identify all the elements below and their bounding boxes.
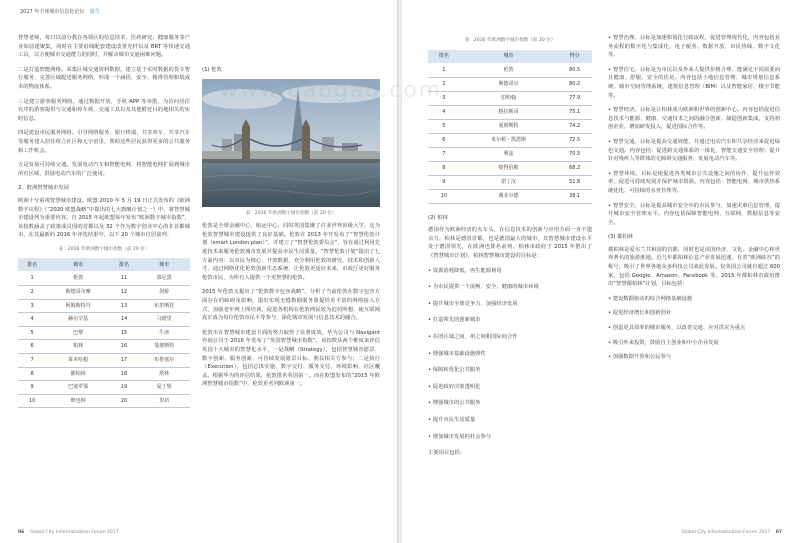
table-cell: 柏林 (46, 340, 110, 354)
column-header: 城市 (46, 258, 110, 272)
table-cell: 74.2 (557, 119, 592, 133)
paragraph: 伦敦是全球金融中心，航运中心，同时英国集聚了许多世界顶级大学，这为伦敦智慧城市建设提供了良好基础。伦敦在 2013 年开发布了“智慧伦敦计划（smart London plan）”，并建立了“智慧伦敦委员会”，旨在通过利用先进技术来服务伦敦城市发展并提高市民生活质量。“智慧伦敦计划”提出了七方面内容：以市民为核心、开放数据、充分利用伦敦的研究、技术和创新人才、通过网络优化伦敦创新生态系统，让伦敦更适应未来，市政厅更好服务伦敦市民，为所有人提供一个更智慧的伦敦。 (202, 223, 380, 281)
table-cell: 伦敦 (46, 272, 110, 286)
paragraph: 四是建设市民服务网络。引导网络服务、银行终端、共享单车、共享汽车等服务建入居住组立社区和元宇宙里，帮助这些居民获得更多的公共服务和工作机会。 (18, 130, 190, 154)
table-row (428, 77, 592, 91)
table-cell: 9 (428, 175, 460, 189)
list-item: • 提升城市全球竞争力，加强经济发展 (428, 300, 518, 307)
header-title: 2017 年全球城市信息化论坛 (20, 9, 85, 15)
table-cell: 80.5 (557, 63, 592, 77)
table-row (18, 286, 190, 300)
table-cell: 68.2 (557, 161, 592, 175)
table-cell: 曼彻斯特 (138, 340, 190, 354)
table-cell: 维也纳 (46, 394, 110, 408)
table-cell: 5 (428, 119, 460, 133)
table-cell: 布里斯托 (138, 299, 190, 313)
table-cell: 7 (428, 147, 460, 161)
footer-text: Global City Informatization Forum 2017 (681, 530, 771, 535)
table-cell: 14 (110, 313, 138, 327)
table-cell: 马德里 (138, 313, 190, 327)
footer-text: Global City Informatization Forum 2017 (29, 530, 119, 535)
header-subtitle: 报告 (89, 9, 100, 15)
table-cell: 剑桥 (138, 286, 190, 300)
uk-smart-city-index-table (428, 50, 592, 204)
table-cell: 慕尼黑 (138, 272, 190, 286)
table-row (428, 119, 592, 133)
table-row (18, 340, 190, 354)
paragraph: • 吸引外来投资，鼓励自主创业和中小企业发展 (608, 339, 719, 346)
table-cell: 70.5 (557, 147, 592, 161)
page-number: 07 (775, 530, 782, 535)
table-cell: 7 (18, 354, 46, 368)
table-cell: 11 (110, 272, 138, 286)
table-cell: 斯德哥尔摩 (46, 286, 110, 300)
table-cell: 10 (18, 394, 46, 408)
column-header: 排名 (110, 258, 138, 272)
watermark: www.baogao.com (220, 78, 443, 103)
table-cell: 80.2 (557, 77, 592, 91)
table-row (18, 394, 190, 408)
table-cell: 17 (110, 354, 138, 368)
paragraph: • 智慧安全。目标是提高城市安全中的市民参与，加速灾难信息管理，提升城市安全管理水平。内容包括保障智能电网、互联网、数据信息等安全。 (608, 202, 780, 226)
table-cell: 19 (110, 381, 138, 395)
paragraph: 伦敦市在智慧城市建设方面的努力取得了显著成效。华为公司与 Navigant 咨询公司于 2016 年发布了“英国智慧城市指数”，该指数从两个维度来评估英国十大城市的智慧化水平，一是战略（Strategy），包括智慧城市愿景、数字创新、服务创新、可持续发展愿景目标、利益相关方参与；二是执行（Execution），包括总体实施、数字交付、服务交付、环境影响、社区覆盖。根据华为的评估结果，伦敦排名英国第一。而在欧盟发布的“2015 年欧洲智慧城市指数”中，伦敦更名列欧洲第一。 (202, 329, 380, 388)
table-cell: 彼得伯勒 (460, 161, 558, 175)
right-footer (681, 530, 782, 535)
table-cell: 斯德哥尔 (460, 77, 558, 91)
table-cell: 曼彻斯特 (460, 119, 558, 133)
table-cell: 里昂 (138, 394, 190, 408)
list-item: • 在团区域之间、州之间和国际间合作 (428, 333, 518, 340)
paragraph: • 智慧交通。目标是提高交通效能，并通过电动汽车和共享经济来促进绿色交通。内容包括：促进跨交通体系的一体化，智能交通安全管理；提升针对残疾人等群体的无障碍交通服务；发展电动汽车等。 (608, 138, 780, 163)
section-heading-london: (1) 伦敦 (202, 67, 222, 73)
table-cell: 格拉斯哥 (460, 105, 558, 119)
table-cell: 12 (110, 286, 138, 300)
table-cell: 利兹 (460, 147, 558, 161)
paragraph: 主要项目包括： (428, 450, 466, 457)
table-header-row (18, 258, 190, 272)
table-cell: 38.1 (557, 189, 592, 203)
paragraph: 五是发展可持续交通。发展电动汽车和智能电网，将智能电网扩展到城市所有区域，鼓励电动汽车的广泛使用。 (18, 162, 190, 177)
table-cell: 8 (18, 367, 46, 381)
table-row (18, 299, 190, 313)
list-item: • 为市民提供一个流畅、安全、健康的城市环境 (428, 284, 539, 291)
paragraph: • 建设数据驱动的综合网络基础设施 (608, 295, 693, 302)
table-caption: 表：2016 年欧洲数字城市指数（前 20 位） (58, 246, 150, 252)
table-cell: 8 (428, 161, 460, 175)
left-footer (18, 530, 119, 535)
table-cell: 哥本哈根 (46, 354, 110, 368)
table-cell: 2 (18, 286, 46, 300)
table-cell: 巴塞罗那 (46, 381, 110, 395)
table-cell: 4 (428, 105, 460, 119)
list-item: • 打造领先的创新城市 (428, 317, 481, 324)
table-cell: 伦敦 (460, 63, 558, 77)
table-header-row (428, 50, 592, 64)
table-cell: 塔林 (138, 367, 190, 381)
section-heading-berlin: (2) 柏林 (428, 214, 448, 221)
paragraph: 都柏林是爱尔兰共和国的首都，同时也是该国经济、文化、金融中心和世界著名的旅游胜地。近几年都柏林信息产业发展迅速，有着“欧洲硅谷”的称号，吸引了世界各地众多科技公司来此发展。仅英国公司就有超过 600 家，包括 Google、Amazon、Facebook 等。2015 年都柏林市政府推出“智慧都柏林”计划，目标包括： (608, 246, 780, 288)
table-row (428, 91, 592, 105)
table-row (428, 161, 592, 175)
section-heading-europe: 2、欧洲智慧城市发展 (18, 185, 70, 192)
list-item: • 资源消耗降低，再生能源利用 (428, 267, 502, 274)
table-cell: 9 (18, 381, 46, 395)
left-column-2 (202, 60, 380, 395)
table-cell: 1 (18, 272, 46, 286)
berlin-goals-list (428, 267, 592, 442)
column-header: 城市 (138, 258, 190, 272)
right-column-2 (608, 34, 780, 368)
table-cell: 赫尔辛基 (46, 313, 110, 327)
column-header: 城市 (460, 50, 558, 64)
table-cell: 都柏林 (46, 367, 110, 381)
table-cell: 51.8 (557, 175, 592, 189)
table-row (428, 63, 592, 77)
table-row (428, 189, 592, 203)
paragraph: • 智慧环境。目标是使促进各类城市公共设施之间的协作，提升运作效率，促进可持续发展并保护城市资源。内容包括：智能电网、城市供热系统优化、可持续的水务管理等。 (608, 170, 780, 194)
table-cell: 75.1 (557, 105, 592, 119)
column-header: 排名 (428, 50, 460, 64)
table-cell: 诺丁汉 (460, 175, 558, 189)
table-cell: 18 (110, 367, 138, 381)
left-column-1 (18, 34, 190, 408)
paragraph: • 智慧治理。目标是加速和简化行政流程，促进管理现代化，内容包括业务流程的数字化与集成化、电子税务、数据开放、市民热线、数字文化等。 (608, 35, 780, 59)
list-item: • 促进政府决策透明化 (428, 383, 481, 390)
table-row (428, 133, 592, 147)
paragraph: • 加强数据开放和公民参与 (608, 354, 672, 361)
table-row (18, 354, 190, 368)
column-header: 得分 (557, 50, 592, 64)
paragraph: 德国作为欧洲经济的火车头，在信息技术的创新与应用方面一直不遗余力。柏林是德国首都，也是德国最大的城市，其智慧城市建设水平处于德国领先，在欧洲也排名前列。柏林市政府于 2015 年推出了《智慧城市计划》，柏林智慧城市建设的目标是： (428, 227, 592, 259)
table-cell: 巴黎 (46, 326, 110, 340)
table-row (428, 147, 592, 161)
table-cell: 2 (428, 77, 460, 91)
list-item: • 保障和优化公共服务 (428, 367, 481, 374)
paragraph: 2015 年伦敦又提出了“伦敦数字包容战略”，分析了当前伦敦在数字包容方面存在的障碍及影响，提出实现无缝数据服务策提供更丰富的网络接入方式，加强老年网上网培训，促进各机构在伦敦网民较为迫切所想，使互联网真正成为每位伦敦市民平等参与、深化城市发展与信息技术的融合。 (202, 289, 380, 322)
paragraph: • 智慧经济。目标是让柏林成为欧洲和世界的创新中心。内容包括促进信息技术与能源、健康、交通技术之间的融合创新，制造创新集成，支持初创企业，增加研发投入，促进国际合作等。 (608, 107, 780, 131)
table-cell: 3 (428, 91, 460, 105)
table-cell: 3 (18, 299, 46, 313)
table-cell: 20 (110, 394, 138, 408)
section-heading-dublin: (3) 都柏林 (608, 234, 634, 241)
table-row (18, 272, 190, 286)
list-item: • 增强城市基础设施弹性 (428, 350, 486, 357)
paragraph: 智慧老师，每日以前分教在各领区的信息技术、医药研究、健康服务等产业如前建聚集，同时在主要沿线配套建设改善光纤以及 BRT 等快速交通工具，以方便城市交通能力的同时，并解决城市交通困难问题。 (18, 35, 190, 59)
list-item: • 提升市民生活质量 (428, 416, 476, 423)
page-header (20, 8, 100, 15)
table-row (18, 367, 190, 381)
table-row (18, 313, 190, 327)
table-row (18, 381, 190, 395)
paragraph: 三是建立游客服务网络。通过数据开放，手机 APP 等举措，为访问居住有序的游客提供与交通和停车场、交通工具以及其他附近目的地相关的实时信息。 (18, 98, 190, 122)
column-header: 排名 (18, 258, 46, 272)
table-cell: 4 (18, 313, 46, 327)
right-column-1 (428, 34, 592, 464)
paragraph: 二是打造智能网络。采集区域交通资料数据，建立基于实时数据的货车智行服务，完善区域配送服务网络，形成一个涵括、安全、精准管理和低成本的物流体系。 (18, 66, 190, 90)
table-cell: 77.9 (557, 91, 592, 105)
table-cell: 阿姆斯特丹 (46, 299, 110, 313)
table-caption: 表：2016 年欧洲数字城市指数（前 20 位） (464, 38, 556, 43)
table-cell: 布鲁塞尔 (138, 354, 190, 368)
table-cell: 5 (18, 326, 46, 340)
table-cell: 爱丁堡 (138, 381, 190, 395)
table-cell: 1 (428, 63, 460, 77)
paragraph: • 智慧住宅。目标是为市民以及外来人提供价格合理、能满足不同需要而且健康、舒服、安全的住房。内容包括土地信息管理、城市规划信息系统、城市空间管理系统、建筑信息管理（BIM）以及智能家居、楼宇节能等。 (608, 66, 780, 99)
table-row (428, 175, 592, 189)
table-cell: 10 (428, 189, 460, 203)
table-cell: 6 (18, 340, 46, 354)
page-number: 06 (18, 530, 25, 535)
table-row (18, 326, 190, 340)
right-page (402, 0, 800, 543)
table-cell: 米尔顿・凯恩斯 (460, 133, 558, 147)
table-cell: 13 (110, 299, 138, 313)
table-row (428, 105, 592, 119)
list-item: • 增加城市发展的社会参与 (428, 433, 492, 440)
table-cell: 15 (110, 326, 138, 340)
table-cell: 谢菲尔德 (460, 189, 558, 203)
table-cell: 牛津 (138, 326, 190, 340)
table-cell: 72.5 (557, 133, 592, 147)
table-cell: 16 (110, 340, 138, 354)
table-cell: 6 (428, 133, 460, 147)
table-cell: 伯明翰 (460, 91, 558, 105)
paragraph: • 促进经济增长和创新创业 (608, 310, 672, 317)
paragraph: 欧洲十分重视智慧城市建设。欧盟 2010 年 5 月 19 日正式发布的《欧洲数字议程》（“2020 欧盟战略”中提出的七大旗舰计划之一）中，将智慧城市建设列为重要内容。自 2015 年起欧盟每年发布“欧洲数字城市指数”，该指数涵盖了政策成员国的首都以及 32 个作为数字创业中心的非首都城市。在其最新的 2016 年评选结果中，以下 20 个城市位居前列： (18, 197, 190, 239)
list-item: • 增强城市的公共服务 (428, 400, 481, 407)
europe-digital-index-table (18, 258, 190, 408)
photo-caption: 表：2016 年欧洲数字城市指数（前 20 位） (245, 210, 337, 216)
paragraph: • 创造更具效率的城市服务，以改善交通、应对洪灾为重点 (608, 325, 746, 332)
